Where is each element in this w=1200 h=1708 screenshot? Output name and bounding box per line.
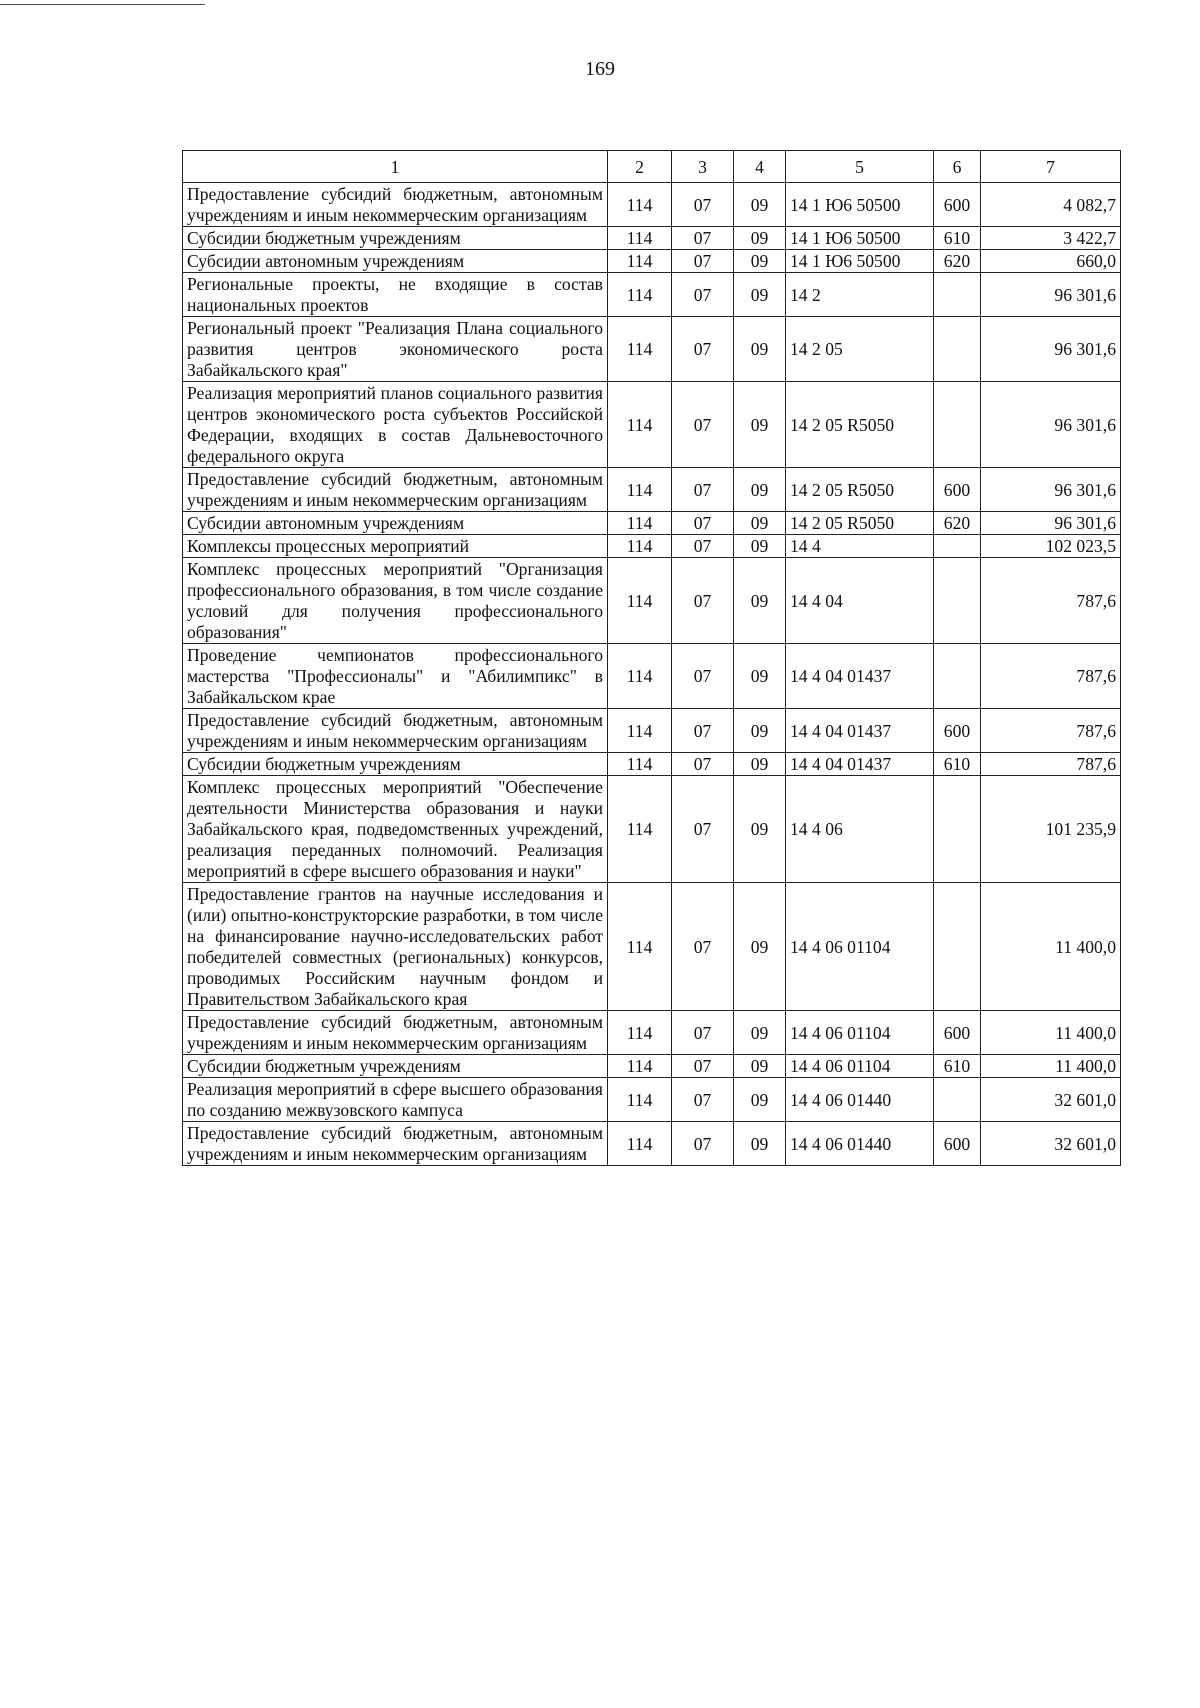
table-row [183, 227, 1121, 250]
table-row [183, 709, 1121, 753]
row-name: Предоставление субсидий бюджетным, автономным учреждениям и иным некоммерческим организациям [183, 709, 608, 753]
row-expense-type: 600 [934, 1122, 981, 1166]
row-name: Субсидии автономным учреждениям [183, 250, 608, 273]
row-expense-type [934, 535, 981, 558]
row-name: Проведение чемпионатов профессионального мастерства "Профессионалы" и "Абилимпикс" в Забайкальском крае [183, 644, 608, 709]
row-amount: 96 301,6 [981, 273, 1121, 317]
header-col-1: 1 [183, 151, 608, 183]
row-amount: 32 601,0 [981, 1122, 1121, 1166]
row-subsection: 09 [734, 468, 786, 512]
row-name: Субсидии автономным учреждениям [183, 512, 608, 535]
row-expense-type [934, 1078, 981, 1122]
table-row [183, 644, 1121, 709]
row-name: Субсидии бюджетным учреждениям [183, 227, 608, 250]
row-name: Реализация мероприятий планов социального развития центров экономического роста субъектов Российской Федерации, входящих в состав Дальневосточного федерального округа [183, 382, 608, 468]
row-section: 07 [672, 644, 734, 709]
row-target-article: 14 1 Ю6 50500 [786, 227, 934, 250]
row-section: 07 [672, 709, 734, 753]
row-subsection: 09 [734, 250, 786, 273]
table-row [183, 753, 1121, 776]
row-section: 07 [672, 382, 734, 468]
row-expense-type [934, 273, 981, 317]
row-name: Реализация мероприятий в сфере высшего образования по созданию межвузовского кампуса [183, 1078, 608, 1122]
row-section: 07 [672, 753, 734, 776]
row-target-article: 14 4 06 01104 [786, 1011, 934, 1055]
header-col-2: 2 [608, 151, 672, 183]
row-section: 07 [672, 1055, 734, 1078]
row-subsection: 09 [734, 709, 786, 753]
row-target-article: 14 2 05 R5050 [786, 512, 934, 535]
row-admin-code: 114 [608, 250, 672, 273]
row-section: 07 [672, 558, 734, 644]
table-row [183, 776, 1121, 883]
row-admin-code: 114 [608, 1122, 672, 1166]
row-name: Предоставление субсидий бюджетным, автономным учреждениям и иным некоммерческим организациям [183, 1122, 608, 1166]
row-subsection: 09 [734, 776, 786, 883]
scan-edge-line [0, 4, 205, 5]
row-admin-code: 114 [608, 382, 672, 468]
table-row [183, 558, 1121, 644]
row-expense-type: 610 [934, 227, 981, 250]
row-amount: 11 400,0 [981, 883, 1121, 1011]
row-expense-type [934, 776, 981, 883]
row-section: 07 [672, 250, 734, 273]
row-admin-code: 114 [608, 558, 672, 644]
row-admin-code: 114 [608, 1078, 672, 1122]
row-name: Комплексы процессных мероприятий [183, 535, 608, 558]
table-row [183, 250, 1121, 273]
row-expense-type: 600 [934, 183, 981, 227]
row-target-article: 14 4 06 01440 [786, 1122, 934, 1166]
row-admin-code: 114 [608, 644, 672, 709]
row-amount: 660,0 [981, 250, 1121, 273]
row-amount: 11 400,0 [981, 1011, 1121, 1055]
row-target-article: 14 4 04 01437 [786, 644, 934, 709]
row-expense-type: 600 [934, 468, 981, 512]
row-admin-code: 114 [608, 317, 672, 382]
row-subsection: 09 [734, 512, 786, 535]
table-row [183, 382, 1121, 468]
row-target-article: 14 1 Ю6 50500 [786, 250, 934, 273]
row-section: 07 [672, 535, 734, 558]
row-target-article: 14 4 06 01104 [786, 883, 934, 1011]
row-admin-code: 114 [608, 753, 672, 776]
row-target-article: 14 4 [786, 535, 934, 558]
row-subsection: 09 [734, 883, 786, 1011]
row-name: Комплекс процессных мероприятий "Организация профессионального образования, в том числе создание условий для получения профессионального образования" [183, 558, 608, 644]
row-target-article: 14 2 05 [786, 317, 934, 382]
row-admin-code: 114 [608, 709, 672, 753]
page-number: 169 [585, 58, 615, 80]
row-section: 07 [672, 227, 734, 250]
row-name: Субсидии бюджетным учреждениям [183, 1055, 608, 1078]
row-amount: 102 023,5 [981, 535, 1121, 558]
table-row [183, 512, 1121, 535]
header-col-6: 6 [934, 151, 981, 183]
row-amount: 96 301,6 [981, 317, 1121, 382]
row-admin-code: 114 [608, 776, 672, 883]
row-admin-code: 114 [608, 512, 672, 535]
row-subsection: 09 [734, 1055, 786, 1078]
row-section: 07 [672, 1011, 734, 1055]
row-admin-code: 114 [608, 1055, 672, 1078]
row-target-article: 14 1 Ю6 50500 [786, 183, 934, 227]
row-subsection: 09 [734, 273, 786, 317]
table-row [183, 317, 1121, 382]
row-target-article: 14 4 04 01437 [786, 753, 934, 776]
table-row [183, 183, 1121, 227]
row-amount: 101 235,9 [981, 776, 1121, 883]
row-admin-code: 114 [608, 273, 672, 317]
row-subsection: 09 [734, 1122, 786, 1166]
header-col-5: 5 [786, 151, 934, 183]
row-name: Предоставление субсидий бюджетным, автономным учреждениям и иным некоммерческим организациям [183, 183, 608, 227]
row-name: Субсидии бюджетным учреждениям [183, 753, 608, 776]
row-amount: 787,6 [981, 558, 1121, 644]
row-subsection: 09 [734, 535, 786, 558]
row-name: Комплекс процессных мероприятий "Обеспечение деятельности Министерства образования и науки Забайкальского края, подведомственных учреждений, реализация переданных полномочий. Реализация мероприятий в сфере высшего образования и науки" [183, 776, 608, 883]
row-subsection: 09 [734, 644, 786, 709]
table-row [183, 273, 1121, 317]
row-subsection: 09 [734, 382, 786, 468]
row-section: 07 [672, 468, 734, 512]
row-name: Региональный проект "Реализация Плана социального развития центров экономического роста Забайкальского края" [183, 317, 608, 382]
header-col-4: 4 [734, 151, 786, 183]
row-section: 07 [672, 183, 734, 227]
row-amount: 787,6 [981, 644, 1121, 709]
table-row [183, 535, 1121, 558]
row-target-article: 14 4 04 01437 [786, 709, 934, 753]
row-name: Региональные проекты, не входящие в состав национальных проектов [183, 273, 608, 317]
row-expense-type: 620 [934, 512, 981, 535]
row-expense-type [934, 644, 981, 709]
header-col-7: 7 [981, 151, 1121, 183]
row-section: 07 [672, 273, 734, 317]
row-amount: 96 301,6 [981, 382, 1121, 468]
row-subsection: 09 [734, 227, 786, 250]
row-expense-type [934, 883, 981, 1011]
row-section: 07 [672, 1122, 734, 1166]
row-admin-code: 114 [608, 883, 672, 1011]
row-expense-type: 600 [934, 1011, 981, 1055]
row-expense-type: 610 [934, 753, 981, 776]
row-subsection: 09 [734, 753, 786, 776]
row-expense-type: 610 [934, 1055, 981, 1078]
row-amount: 96 301,6 [981, 468, 1121, 512]
row-section: 07 [672, 1078, 734, 1122]
row-admin-code: 114 [608, 535, 672, 558]
row-expense-type: 600 [934, 709, 981, 753]
table-row [183, 1078, 1121, 1122]
row-target-article: 14 4 06 [786, 776, 934, 883]
table-row [183, 1055, 1121, 1078]
row-subsection: 09 [734, 558, 786, 644]
row-expense-type [934, 382, 981, 468]
row-amount: 96 301,6 [981, 512, 1121, 535]
row-admin-code: 114 [608, 1011, 672, 1055]
row-target-article: 14 2 05 R5050 [786, 468, 934, 512]
row-amount: 787,6 [981, 709, 1121, 753]
row-subsection: 09 [734, 317, 786, 382]
header-col-3: 3 [672, 151, 734, 183]
row-name: Предоставление грантов на научные исследования и (или) опытно-конструкторские разработки, в том числе на финансирование научно-исследовательских работ победителей совместных (региональных) конкурсов, проводимых Российским научным фондом и Правительством Забайкальского края [183, 883, 608, 1011]
row-amount: 32 601,0 [981, 1078, 1121, 1122]
table-row [183, 1011, 1121, 1055]
header-row [183, 151, 1121, 183]
row-target-article: 14 2 05 R5050 [786, 382, 934, 468]
budget-table [182, 150, 1121, 1166]
table-row [183, 1122, 1121, 1166]
row-admin-code: 114 [608, 468, 672, 512]
row-subsection: 09 [734, 1078, 786, 1122]
row-admin-code: 114 [608, 183, 672, 227]
row-section: 07 [672, 512, 734, 535]
row-expense-type: 620 [934, 250, 981, 273]
row-subsection: 09 [734, 183, 786, 227]
row-target-article: 14 2 [786, 273, 934, 317]
row-section: 07 [672, 317, 734, 382]
row-amount: 4 082,7 [981, 183, 1121, 227]
table-row [183, 468, 1121, 512]
row-admin-code: 114 [608, 227, 672, 250]
row-name: Предоставление субсидий бюджетным, автономным учреждениям и иным некоммерческим организациям [183, 468, 608, 512]
table-row [183, 883, 1121, 1011]
row-amount: 11 400,0 [981, 1055, 1121, 1078]
row-expense-type [934, 558, 981, 644]
row-target-article: 14 4 06 01104 [786, 1055, 934, 1078]
row-name: Предоставление субсидий бюджетным, автономным учреждениям и иным некоммерческим организациям [183, 1011, 608, 1055]
row-section: 07 [672, 883, 734, 1011]
row-section: 07 [672, 776, 734, 883]
row-target-article: 14 4 04 [786, 558, 934, 644]
row-subsection: 09 [734, 1011, 786, 1055]
row-target-article: 14 4 06 01440 [786, 1078, 934, 1122]
row-amount: 3 422,7 [981, 227, 1121, 250]
row-amount: 787,6 [981, 753, 1121, 776]
row-expense-type [934, 317, 981, 382]
